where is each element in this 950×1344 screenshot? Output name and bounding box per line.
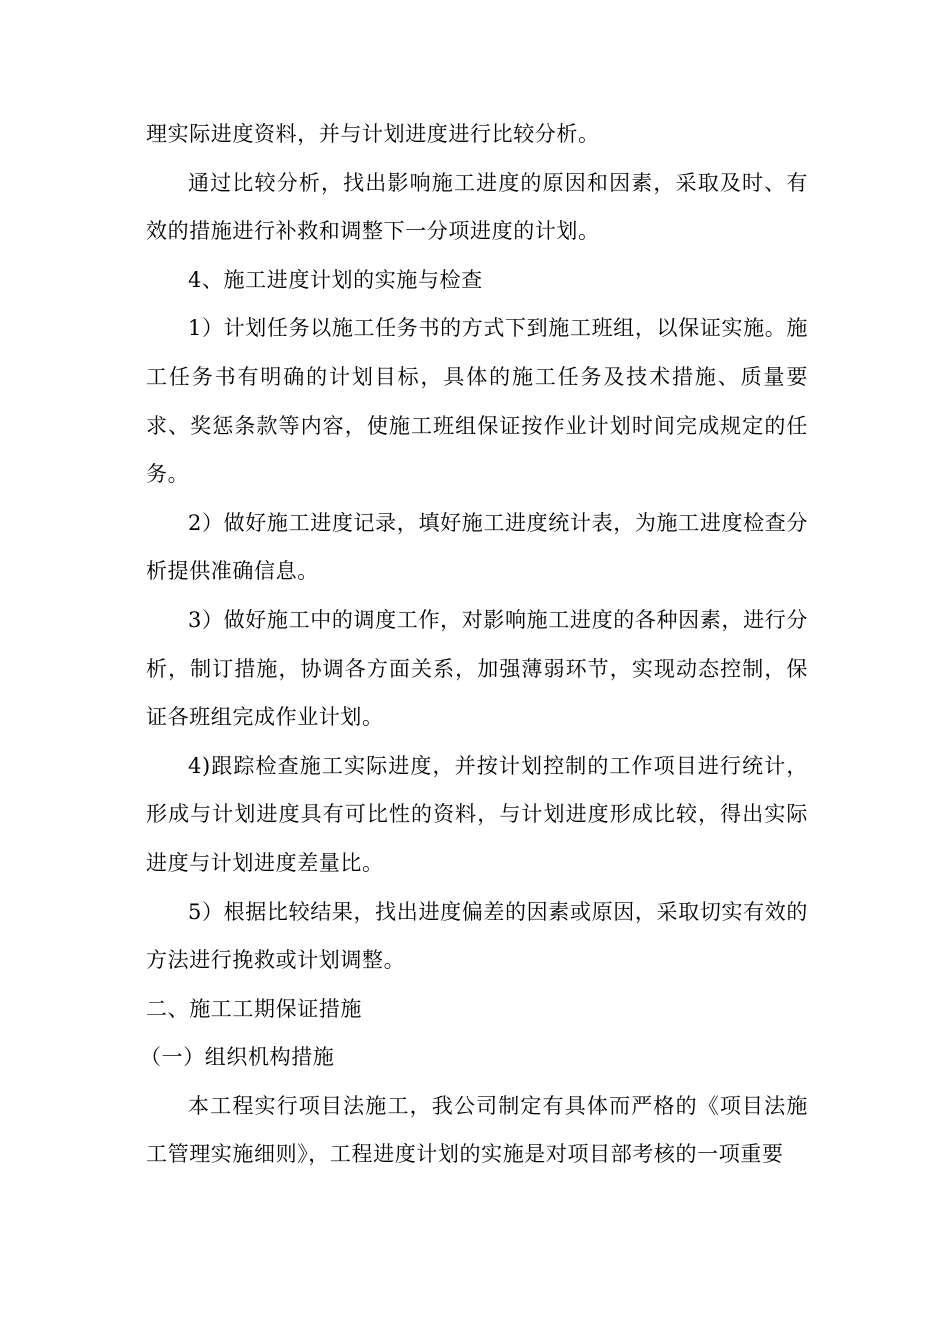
paragraph-project-method: 本工程实行项目法施工，我公司制定有具体而严格的《项目法施工管理实施细则》，工程进度计划的实施是对项目部考核的一项重要: [146, 1093, 808, 1167]
list-item-2: 2）做好施工进度记录，填好施工进度统计表，为施工进度检查分析提供准确信息。: [146, 510, 808, 584]
paragraph-comparison-analysis: 通过比较分析，找出影响施工进度的原因和因素，采取及时、有效的措施进行补救和调整下一分项进度的计划。: [146, 170, 808, 244]
list-item-1: 1）计划任务以施工任务书的方式下到施工班组，以保证实施。施工任务书有明确的计划目标，具体的施工任务及技术措施、质量要求、奖惩条款等内容，使施工班组保证按作业计划时间完成规定的任务。: [146, 316, 808, 487]
chapter-heading-schedule-guarantee: 二、施工工期保证措施: [146, 996, 362, 1021]
subsection-heading-organization: （一）组织机构措施: [140, 1045, 335, 1070]
paragraph-continuation: 理实际进度资料，并与计划进度进行比较分析。: [146, 122, 600, 146]
document-body: [140, 110, 808, 1179]
list-item-5: 5）根据比较结果，找出进度偏差的因素或原因，采取切实有效的方法进行挽救或计划调整。: [146, 899, 808, 973]
list-item-4: 4)跟踪检查施工实际进度，并按计划控制的工作项目进行统计，形成与计划进度具有可比性的资料，与计划进度形成比较，得出实际进度与计划进度差量比。: [146, 753, 808, 875]
list-item-3: 3）做好施工中的调度工作，对影响施工进度的各种因素，进行分析，制订措施，协调各方面关系，加强薄弱环节，实现动态控制，保证各班组完成作业计划。: [146, 607, 808, 730]
section-heading-implementation-check: 4、施工进度计划的实施与检查: [188, 267, 483, 292]
